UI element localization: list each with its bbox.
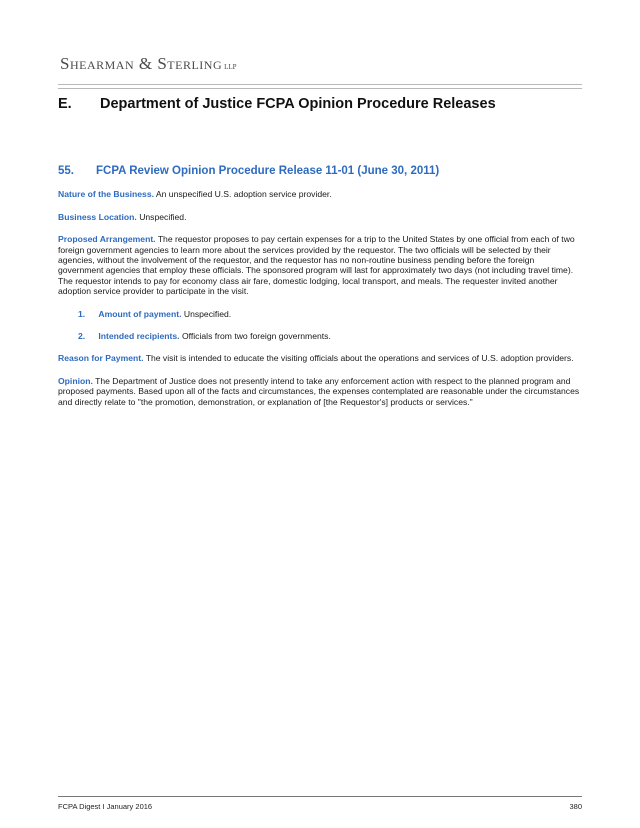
opinion-text: The Department of Justice does not presently intend to take any enforcement action with respect to the planned program and proposed payments. Based upon all of the facts and circumstances, the expenses contemplated are reasonable under the circumstances and directly relate to "the promotion, demonstration, or explanation of [the Requestor's] products or services." [58, 375, 580, 407]
item-label: Amount of payment. [98, 308, 182, 319]
reason-paragraph [58, 353, 582, 363]
arrangement-text: The requestor proposes to pay certain expenses for a trip to the United States by one official from each of two foreign government agencies to learn more about the services provided by the requestor. The two officials will be selected by their agencies, without the involvement of the requestor, and the requestor has no non-routine business pending before the foreign government agencies that employ these officials. The sponsored program will last for approximately two days (not including travel time). The requestor intends to pay for economy class air fare, domestic lodging, local transport, and meals. The requester invited another adoption service provider to participate in the visit. [58, 234, 575, 297]
release-heading [58, 166, 582, 176]
item-label: Intended recipients. [98, 331, 180, 342]
reason-text: The visit is intended to educate the visiting officials about the operations and services of U.S. adoption providers. [145, 353, 574, 364]
section-heading [58, 96, 496, 112]
location-label: Business Location. [58, 211, 137, 222]
section-number: E. [58, 96, 72, 112]
footer-publication: FCPA Digest I January 2016 [58, 802, 153, 811]
opinion-label: Opinion. [58, 375, 93, 386]
location-paragraph [58, 212, 582, 222]
item-text: Officials from two foreign governments. [181, 331, 331, 342]
firm-suffix: LLP [224, 63, 237, 71]
arrangement-label: Proposed Arrangement. [58, 234, 156, 245]
reason-label: Reason for Payment. [58, 353, 144, 364]
firm-logo [60, 54, 237, 74]
firm-name: Shearman & Sterling [60, 54, 223, 73]
nature-text: An unspecified U.S. adoption service provider. [155, 189, 332, 200]
location-text: Unspecified. [139, 211, 187, 222]
nature-label: Nature of the Business. [58, 189, 154, 200]
section-title: Department of Justice FCPA Opinion Procedure Releases [100, 96, 496, 112]
release-number: 55. [58, 165, 74, 177]
item-number: 1. [78, 308, 86, 319]
nature-paragraph [58, 189, 582, 199]
opinion-paragraph [58, 376, 582, 407]
header-divider [58, 84, 582, 89]
footer-divider [58, 796, 582, 797]
item-number: 2. [78, 331, 86, 342]
arrangement-paragraph [58, 234, 582, 296]
list-item [78, 331, 582, 341]
list-item [78, 309, 582, 319]
release-content [58, 166, 582, 419]
page-number: 380 [569, 802, 582, 811]
release-title: FCPA Review Opinion Procedure Release 11-01 (June 30, 2011) [96, 165, 440, 177]
item-text: Unspecified. [183, 308, 232, 319]
